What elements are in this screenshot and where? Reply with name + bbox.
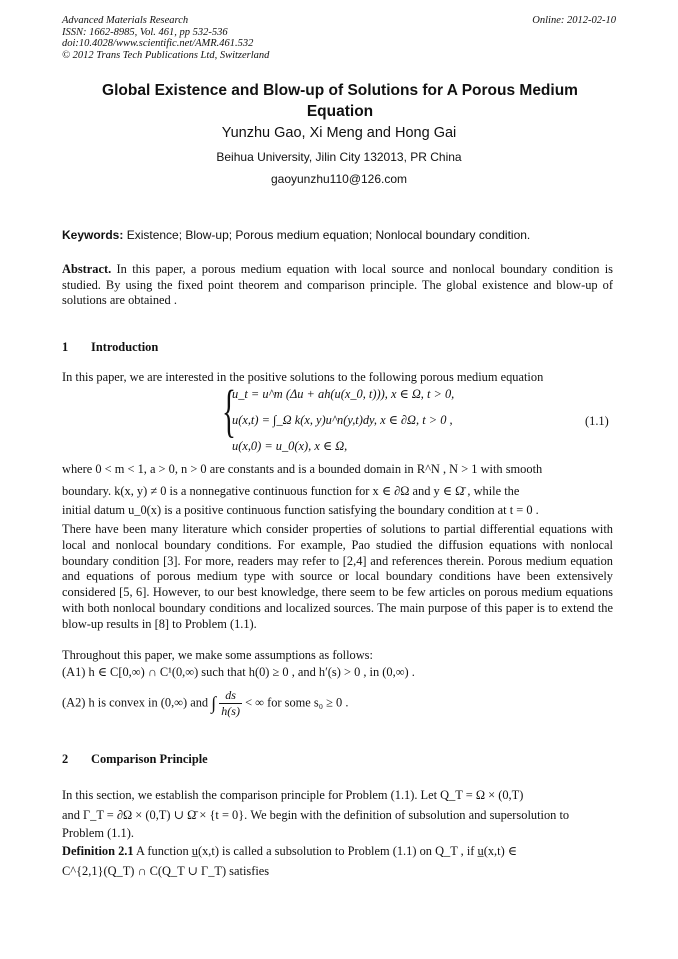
where-line-3: initial datum u_0(x) is a positive continuous function satisfying the boundary condition at t = 0 . (62, 503, 539, 517)
abstract-label: Abstract. (62, 262, 112, 276)
keywords-label: Keywords: (62, 228, 124, 242)
a2-numerator: ds (219, 688, 242, 704)
where-line-2: boundary. k(x, y) ≠ 0 is a nonnegative continuous function for x ∈ ∂Ω and y ∈ Ω̄ , while the (62, 484, 520, 498)
a2-prefix: (A2) h is convex in (0,∞) and (62, 695, 209, 710)
a2-denominator: h(s) (221, 704, 240, 718)
section-2-number: 2 (62, 752, 69, 766)
doi: doi:10.4028/www.scientific.net/AMR.461.532 (62, 38, 254, 49)
journal-name: Advanced Materials Research (62, 15, 189, 26)
definition-label: Definition 2.1 (62, 844, 134, 858)
definition-text: A function u̲(x,t) is called a subsolution to Problem (1.1) on Q_T , if u̲(x,t) ∈ (133, 844, 517, 858)
assumption-a1: (A1) h ∈ C[0,∞) ∩ C¹(0,∞) such that h(0) ≥ 0 , and h′(s) > 0 , in (0,∞) . (62, 665, 415, 679)
intro-line: In this paper, we are interested in the positive solutions to the following porous medium equation (62, 370, 544, 384)
section-2-line-2: and Γ_T = ∂Ω × (0,T) ∪ Ω̄ × {t = 0}. We begin with the definition of subsolution and supersolution to (62, 808, 570, 822)
a2-integral: ∫ (211, 693, 217, 713)
authors: Yunzhu Gao, Xi Meng and Hong Gai (221, 125, 457, 141)
section-2-heading (62, 752, 208, 767)
equation-row-1: u_t = u^m (Δu + ah(u(x_0, t))), x ∈ Ω, t > 0, (232, 387, 455, 401)
equation-brace: { (222, 378, 236, 443)
online-date: Online: 2012-02-10 (532, 15, 616, 26)
section-1-heading (62, 340, 158, 355)
abstract (62, 262, 613, 309)
section-2-title: Comparison Principle (91, 752, 208, 766)
section-1-number: 1 (62, 340, 69, 354)
definition-2-1-line-2: C^{2,1}(Q_T) ∩ C(Q_T ∪ Γ_T) satisfies (62, 864, 270, 878)
keywords-text: Existence; Blow-up; Porous medium equation; Nonlocal boundary condition. (123, 228, 531, 242)
section-1-title: Introduction (91, 340, 159, 354)
introduction-paragraph: There have been many literature which consider properties of solutions to partial differential equations with local and nonlocal boundary conditions. For example, Pao studied the diffusion equations with nonlocal boundary condition [3]. For more, readers may refer to [2,4] and references therein. Porous medium equation and equations of porous medium type with source or local boundary conditions have been extensively considered [5, 6]. However, to our best knowledge, there seem to be few articles on porous medium equations with both nonlocal boundary conditions and localized sources. The main purpose of this paper is to extend the blow-up results in [8] to Problem (1.1). (62, 522, 613, 631)
affiliation: Beihua University, Jilin City 132013, PR China (216, 150, 462, 164)
paper-title: Global Existence and Blow-up of Solutions for A Porous Medium Equation (102, 82, 578, 120)
where-line-1: where 0 < m < 1, a > 0, n > 0 are constants and is a bounded domain in R^N , N > 1 with smooth (62, 462, 543, 476)
definition-2-1-line-1 (62, 843, 613, 859)
abstract-text: In this paper, a porous medium equation with local source and nonlocal boundary condition is studied. By using the fixed point theorem and comparison principle. The global existence and blow-up of solutions are obtained . (62, 262, 613, 307)
assumptions-intro: Throughout this paper, we make some assumptions as follows: (62, 648, 373, 662)
a2-fraction (219, 688, 242, 719)
issn: ISSN: 1662-8985, Vol. 461, pp 532-536 (62, 26, 228, 38)
assumption-a2 (62, 688, 613, 719)
keywords (62, 228, 530, 242)
equation-row-2: u(x,t) = ∫_Ω k(x, y)u^n(y,t)dy, x ∈ ∂Ω, t > 0 , (232, 413, 453, 427)
section-2-line-1: In this section, we establish the comparison principle for Problem (1.1). Let Q_T = Ω × (0,T) (62, 788, 524, 802)
section-2-line-3: Problem (1.1). (62, 826, 134, 840)
equation-row-3: u(x,0) = u_0(x), x ∈ Ω, (232, 439, 348, 453)
equation-number: (1.1) (585, 414, 609, 428)
a2-suffix: < ∞ for some s₀ ≥ 0 . (245, 695, 349, 710)
email: gaoyunzhu110@126.com (270, 172, 408, 186)
journal-header (62, 15, 269, 61)
copyright: © 2012 Trans Tech Publications Ltd, Switzerland (62, 49, 270, 61)
